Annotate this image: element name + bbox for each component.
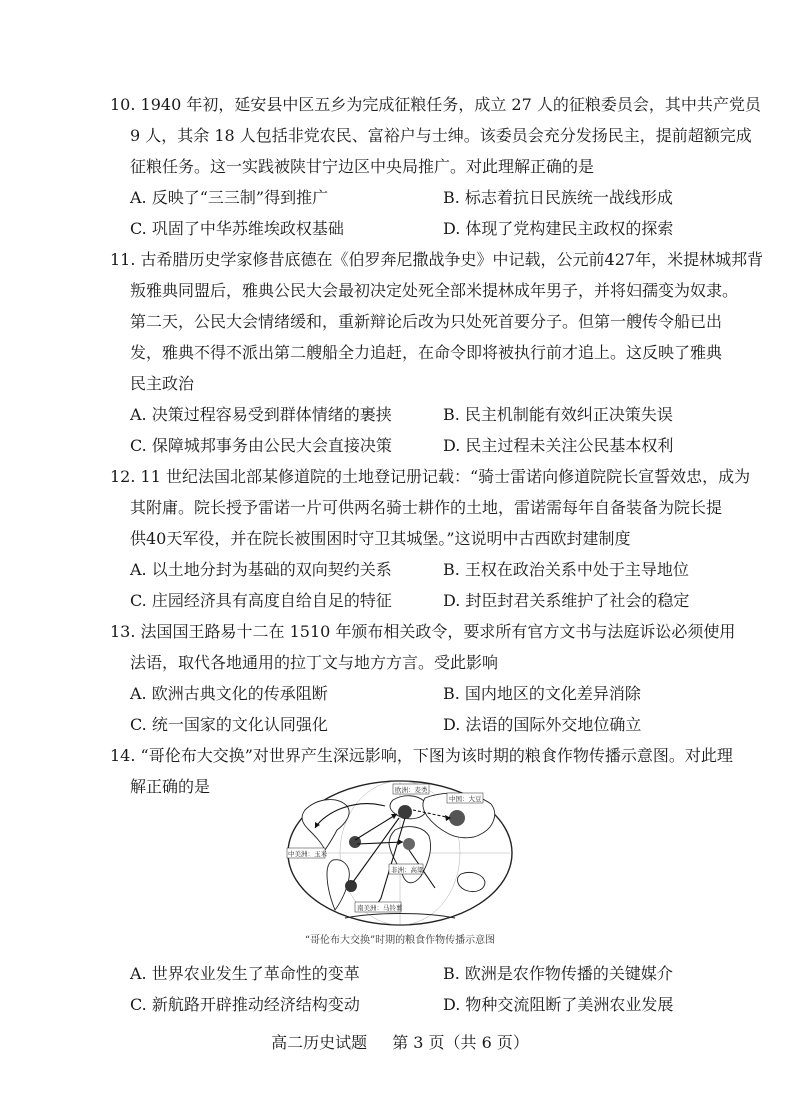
q10-option-d[interactable]: D. 体现了党构建民主政权的探索 <box>443 219 674 238</box>
q12-option-b[interactable]: B. 王权在政治关系中处于主导地位 <box>443 560 689 579</box>
map-caption: “哥伦布大交换”时期的粮食作物传播示意图 <box>304 935 496 946</box>
q11-option-a[interactable]: A. 决策过程容易受到群体情绪的裹挟 <box>130 405 392 424</box>
q11-line-5: 民主政治 <box>130 374 195 393</box>
world-map-figure <box>285 778 515 928</box>
q12-line-2: 其附庸。院长授予雷诺一片可供两名骑士耕作的土地，雷诺需每年自备装备为院长提 <box>130 498 723 517</box>
map-label-south-america: 南美洲：马铃薯 <box>357 904 403 912</box>
q10-option-c[interactable]: C. 巩固了中华苏维埃政权基础 <box>130 219 344 238</box>
q10-line-1: 10. 1940 年初，延安县中区五乡为完成征粮任务，成立 27 人的征粮委员会，其中共产党员 <box>110 95 761 114</box>
q10-option-b[interactable]: B. 标志着抗日民族统一战线形成 <box>443 188 673 207</box>
q11-option-d[interactable]: D. 民主过程未关注公民基本权利 <box>443 436 674 455</box>
potato-icon <box>345 880 357 892</box>
q11-option-c[interactable]: C. 保障城邦事务由公民大会直接决策 <box>130 436 392 455</box>
map-label-europe: 欧洲：麦类 <box>395 786 428 794</box>
q13-option-c[interactable]: C. 统一国家的文化认同强化 <box>130 715 328 734</box>
map-label-china: 中国：大豆 <box>449 795 482 803</box>
q11-line-1: 11. 古希腊历史学家修昔底德在《伯罗奔尼撒战争史》中记载，公元前427年，米提林城邦背 <box>110 250 764 269</box>
q14-option-c[interactable]: C. 新航路开辟推动经济结构变动 <box>130 995 360 1014</box>
q13-option-b[interactable]: B. 国内地区的文化差异消除 <box>443 684 641 703</box>
q13-line-1: 13. 法国国王路易十二在 1510 年颁布相关政令，要求所有官方文书与法庭诉讼必须使用 <box>110 622 736 641</box>
wheat-icon <box>398 805 412 819</box>
footer-page-number: 第 3 页（共 6 页） <box>392 1033 529 1052</box>
q13-option-d[interactable]: D. 法语的国际外交地位确立 <box>443 715 642 734</box>
q12-option-a[interactable]: A. 以土地分封为基础的双向契约关系 <box>130 560 392 579</box>
soybean-icon <box>449 810 465 826</box>
q12-line-3: 供40天军役，并在院长被围困时守卫其城堡。”这说明中古西欧封建制度 <box>130 529 631 548</box>
q11-line-4: 发，雅典不得不派出第二艘船全力追赶，在命令即将被执行前才追上。这反映了雅典 <box>130 343 723 362</box>
q10-line-2: 9 人，其余 18 人包括非党农民、富裕户与士绅。该委员会充分发扬民主，提前超额完成 <box>130 126 752 145</box>
sorghum-icon <box>403 838 415 850</box>
q12-option-d[interactable]: D. 封臣封君关系维护了社会的稳定 <box>443 591 690 610</box>
q12-option-c[interactable]: C. 庄园经济具有高度自给自足的特征 <box>130 591 392 610</box>
q14-option-d[interactable]: D. 物种交流阻断了美洲农业发展 <box>443 995 674 1014</box>
q13-option-a[interactable]: A. 欧洲古典文化的传承阻断 <box>130 684 328 703</box>
q11-option-b[interactable]: B. 民主机制能有效纠正决策失误 <box>443 405 673 424</box>
q13-line-2: 法语，取代各地通用的拉丁文与地方方言。受此影响 <box>130 653 499 672</box>
q14-option-a[interactable]: A. 世界农业发生了革命性的变革 <box>130 964 360 983</box>
map-label-central-america: 中美洲：玉米 <box>288 850 327 858</box>
q14-line-1: 14. “哥伦布大交换”对世界产生深远影响，下图为该时期的粮食作物传播示意图。对此理 <box>110 746 733 765</box>
q11-line-2: 叛雅典同盟后，雅典公民大会最初决定处死全部米提林成年男子，并将妇孺变为奴隶。 <box>130 281 739 300</box>
map-label-africa: 非洲：高粱 <box>391 866 424 874</box>
footer-title: 高二历史试题 <box>271 1033 368 1052</box>
q14-option-b[interactable]: B. 欧洲是农作物传播的关键媒介 <box>443 964 673 983</box>
page-footer <box>0 1032 800 1054</box>
q10-line-3: 征粮任务。这一实践被陕甘宁边区中央局推广。对此理解正确的是 <box>130 157 595 176</box>
q14-line-2: 解正确的是 <box>130 777 211 796</box>
q10-option-a[interactable]: A. 反映了“三三制”得到推广 <box>130 188 329 207</box>
columbian-exchange-map <box>285 778 515 928</box>
q12-line-1: 12. 11 世纪法国北部某修道院的土地登记册记载：“骑士雷诺向修道院院长宣誓效忠，成为 <box>110 467 751 486</box>
q11-line-3: 第二天，公民大会情绪缓和，重新辩论后改为只处死首要分子。但第一艘传令船已出 <box>130 312 723 331</box>
